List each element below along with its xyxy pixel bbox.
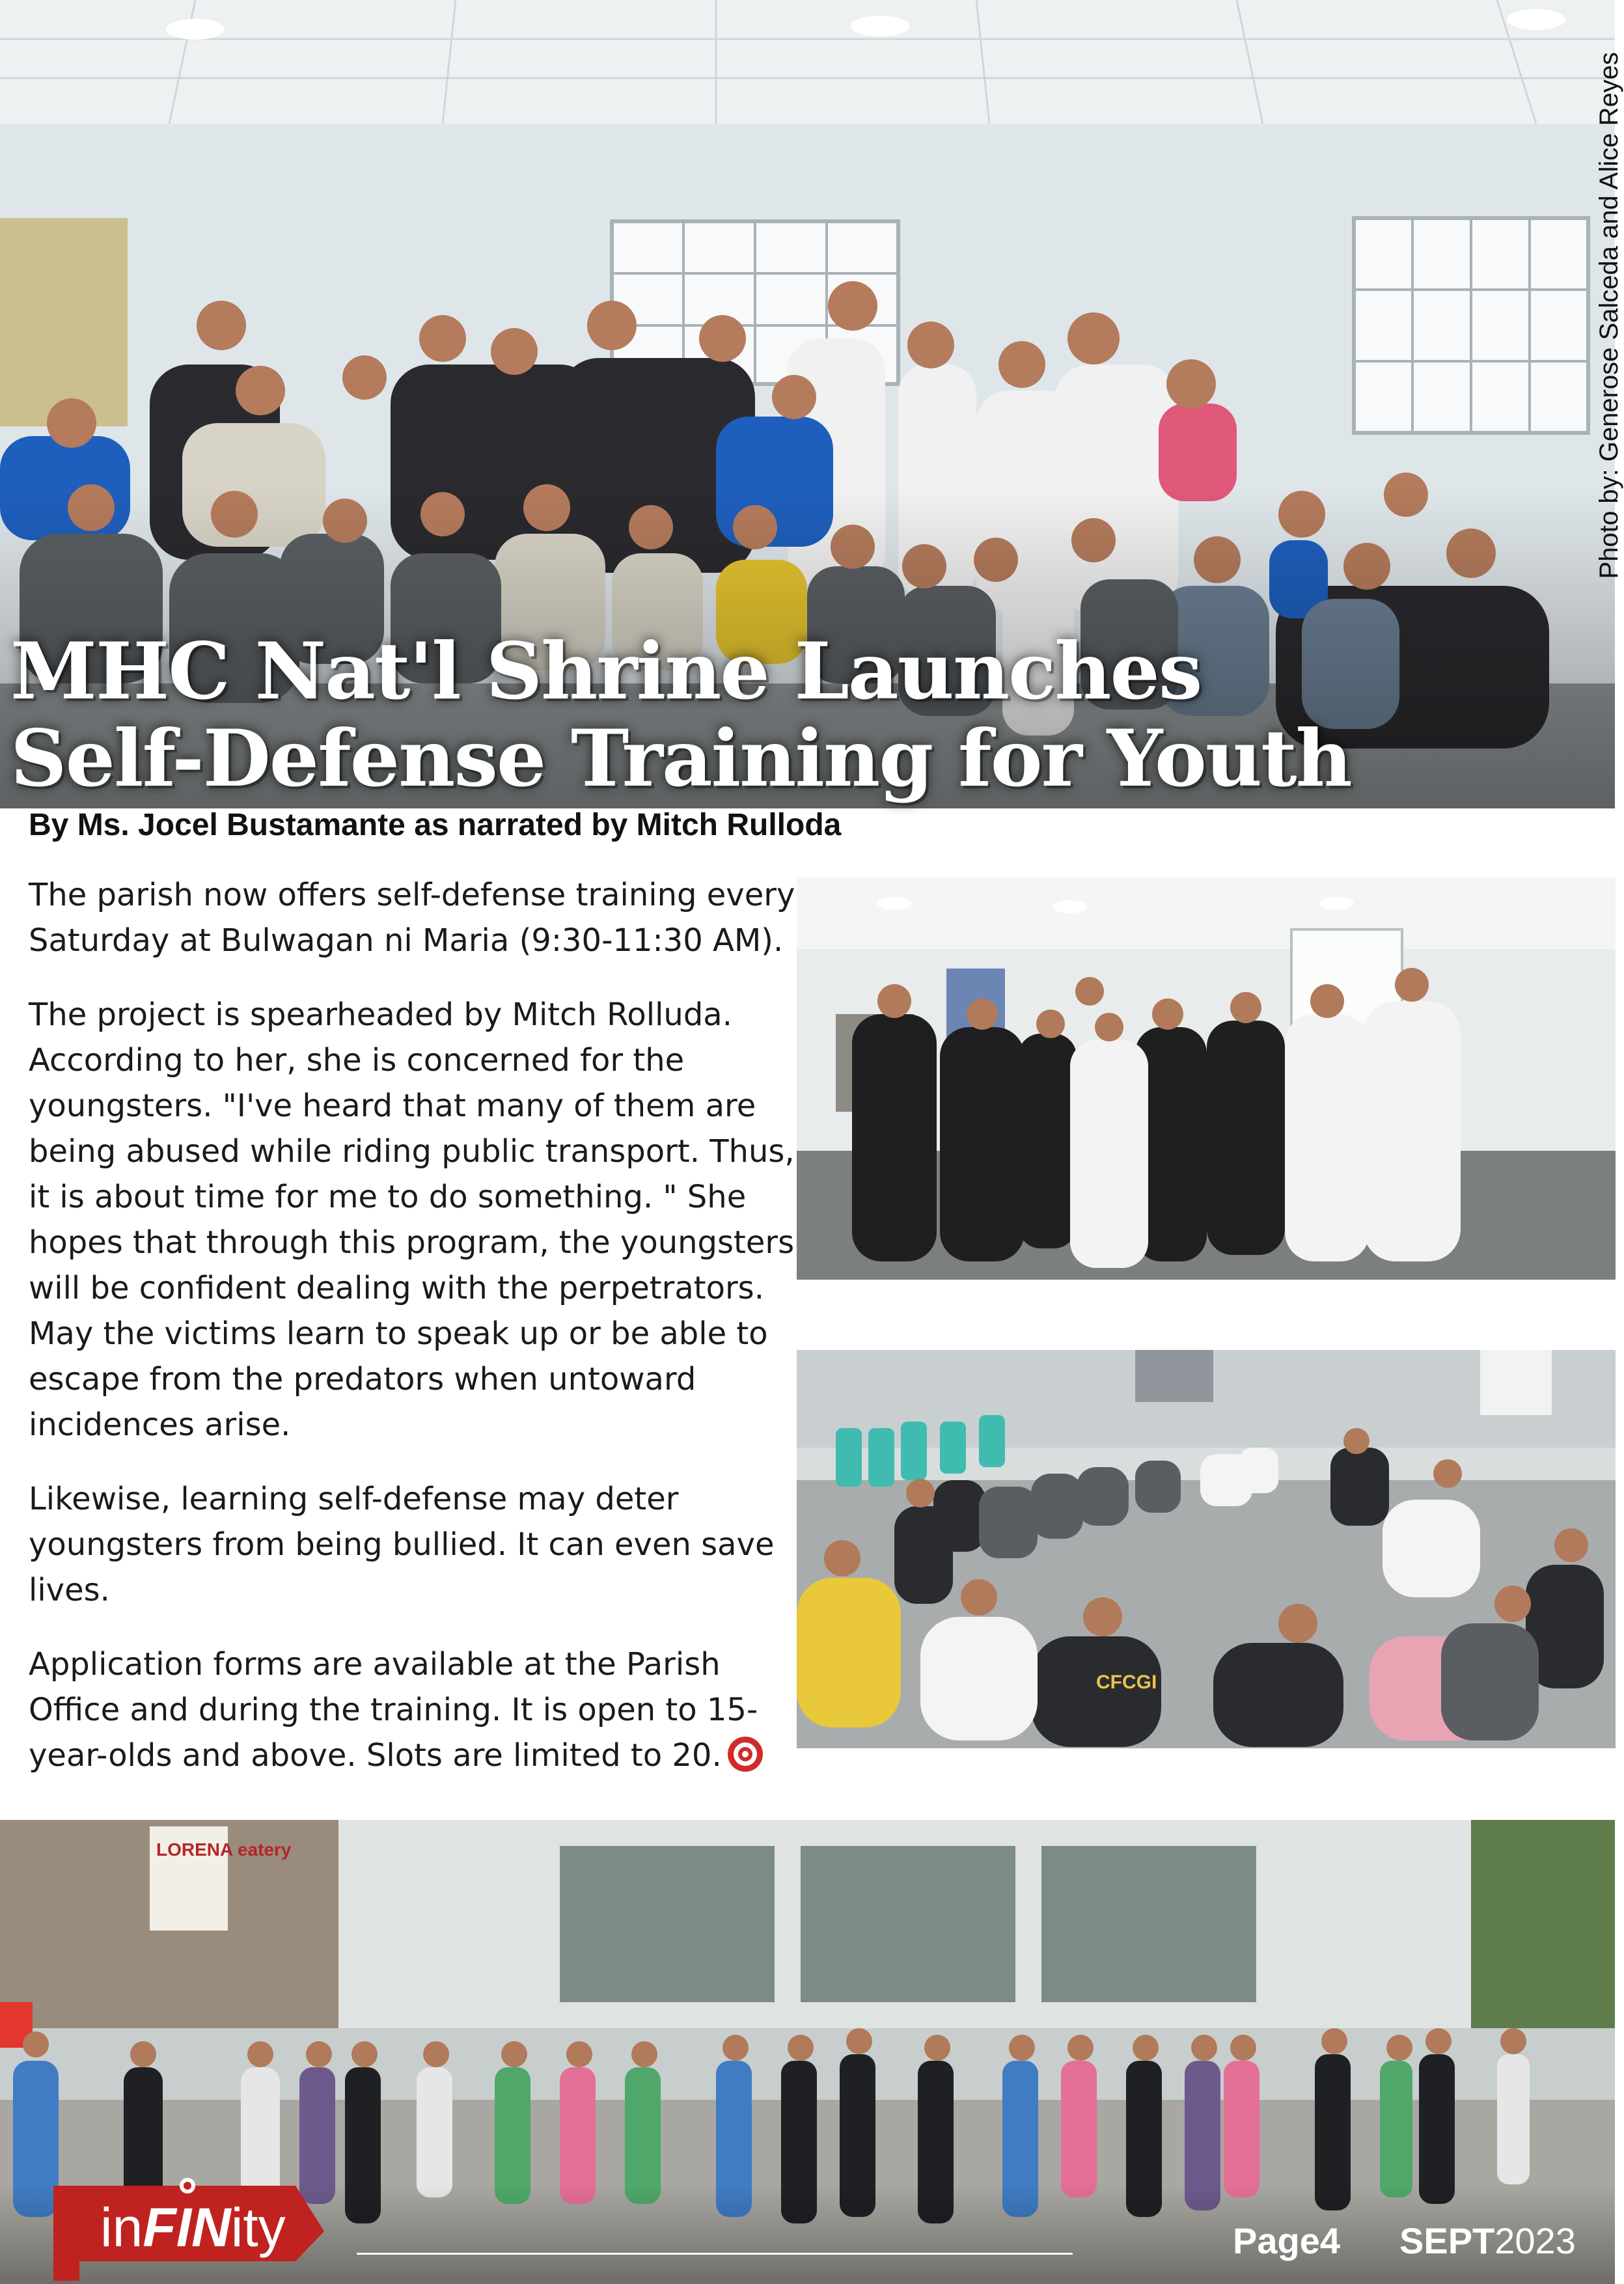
issue-date — [1399, 2220, 1576, 2262]
infinity-logo — [53, 2177, 324, 2281]
footer-divider — [357, 2253, 1073, 2255]
headline — [10, 628, 1351, 803]
logo-ity: ity — [230, 2197, 286, 2258]
shirt-print: CFCGI — [1096, 1672, 1157, 1693]
article-body — [29, 872, 797, 1807]
issue-year: 2023 — [1494, 2220, 1576, 2261]
photo-credit-text: Photo by: Generose Salceda and Alice Reyes — [1595, 52, 1623, 579]
paragraph-4 — [29, 1642, 797, 1778]
paragraph-1: The parish now offers self-defense training every Saturday at Bulwagan ni Maria (9:30-11:30 AM). — [29, 877, 795, 959]
paragraph-2: The project is spearheaded by Mitch Rolluda. According to her, she is concerned for the youngsters. "I've heard that many of them are being abused while riding public transport. Thus, it is about time for me to do something. " She hopes that through this program, the youngsters will be confident dealing with the perpetrators. May the victims learn to speak up or be able to escape from the predators when untoward incidences arise. — [29, 997, 795, 1443]
photo-credit — [1591, 52, 1624, 664]
logo-fin: FIN — [143, 2197, 231, 2258]
issue-month: SEPT — [1399, 2220, 1495, 2261]
headline-line-2: Self-Defense Training for Youth — [10, 713, 1351, 805]
logo-wordmark — [100, 2196, 286, 2259]
store-sign: LORENA eatery — [156, 1839, 292, 1860]
paragraph-3: Likewise, learning self-defense may deter youngsters from being bullied. It can even save lives. — [29, 1481, 775, 1608]
end-of-article-icon — [726, 1735, 765, 1774]
paragraph-4-text: Application forms are available at the Parish Office and during the training. It is open to 15-year-olds and above. Slots are limited to 20. — [29, 1646, 758, 1774]
page-number: Page4 — [1233, 2220, 1340, 2261]
training-circle-photo — [797, 1350, 1616, 1748]
instructors-group-photo — [797, 877, 1616, 1280]
byline: By Ms. Jocel Bustamante as narrated by Mitch Rulloda — [29, 808, 842, 842]
logo-in: in — [100, 2197, 143, 2258]
headline-line-1: MHC Nat'l Shrine Launches — [10, 626, 1202, 717]
